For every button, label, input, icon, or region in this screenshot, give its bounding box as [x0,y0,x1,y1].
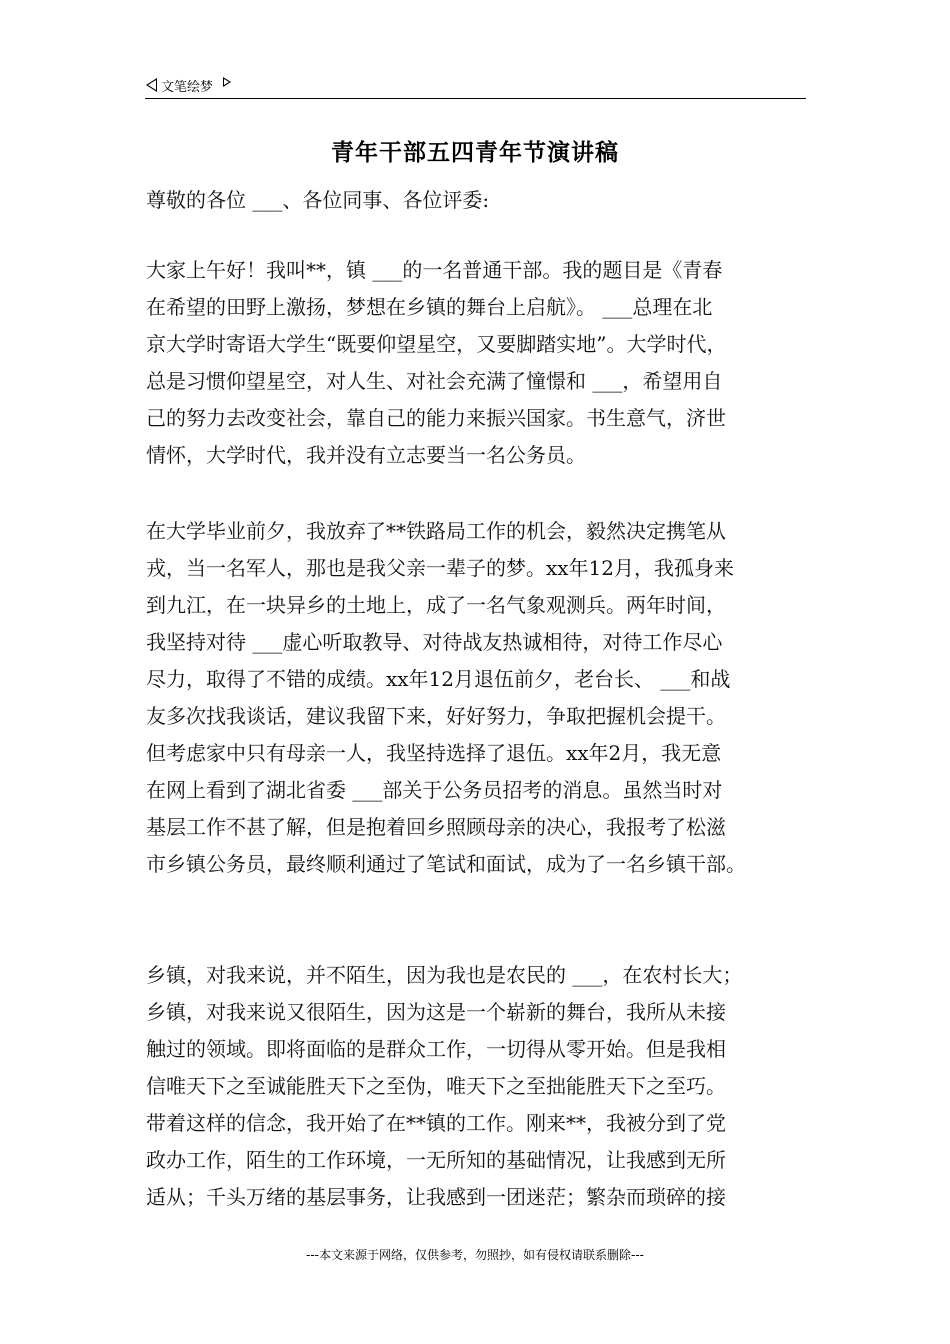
paragraph-line: 京大学时寄语大学生“既要仰望星空，又要脚踏实地”。大学时代， [146,332,727,356]
triangle-right-icon [223,77,231,87]
paragraph-line: 适从；千头万绪的基层事务，让我感到一团迷茫；繁杂而琐碎的接 [146,1185,726,1209]
paragraph-line: 在网上看到了湖北省委 ___部关于公务员招考的消息。虽然当时对 [146,778,723,802]
header-rule [145,98,806,99]
paragraph-line: 市乡镇公务员，最终顺利通过了笔试和面试，成为了一名乡镇干部。 [146,852,746,876]
paragraph-line: 总是习惯仰望星空，对人生、对社会充满了憧憬和 ___，希望用自 [146,369,723,393]
paragraph-line: 基层工作不甚了解，但是抱着回乡照顾母亲的决心，我报考了松滋 [146,815,726,839]
paragraph-line: 情怀，大学时代，我并没有立志要当一名公务员。 [146,443,586,467]
paragraph-line: 但考虑家中只有母亲一人，我坚持选择了退伍。xx年2月，我无意 [146,741,722,765]
triangle-left-icon [146,78,157,92]
paragraph-line: 在大学毕业前夕，我放弃了**铁路局工作的机会，毅然决定携笔从 [146,519,726,543]
paragraph-line: 大家上午好！我叫**，镇 ___的一名普通干部。我的题目是《青春 [146,258,723,282]
paragraph-line: 带着这样的信念，我开始了在**镇的工作。刚来**，我被分到了党 [146,1111,726,1135]
page-header [146,74,231,96]
paragraph-line: 触过的领域。即将面临的是群众工作，一切得从零开始。但是我相 [146,1037,726,1061]
paragraph-line: 乡镇，对我来说又很陌生，因为这是一个崭新的舞台，我所从未接 [146,1000,726,1024]
header-brand: 文笔绘梦 [161,79,214,95]
paragraph-line: 乡镇，对我来说，并不陌生，因为我也是农民的 ___，在农村长大； [146,963,743,987]
paragraph-line: 己的努力去改变社会，靠自己的能力来振兴国家。书生意气，济世 [146,406,726,430]
page-footer-notice: ---本文来源于网络，仅供参考，勿照抄，如有侵权请联系删除--- [306,1248,644,1262]
paragraph-2 [146,513,811,883]
paragraph-line: 到九江，在一块异乡的土地上，成了一名气象观测兵。两年时间， [146,593,726,617]
paragraph-line: 在希望的田野上激扬，梦想在乡镇的舞台上启航》。 ___总理在北 [146,295,713,319]
paragraph-line: 友多次找我谈话，建议我留下来，好好努力，争取把握机会提干。 [146,704,726,728]
paragraph-3 [146,957,811,1216]
salutation-line: 尊敬的各位 ___、各位同事、各位评委: [146,188,490,212]
document-title: 青年干部五四青年节演讲稿 [331,140,619,166]
paragraph-1 [146,252,811,474]
paragraph-line: 尽力，取得了不错的成绩。xx年12月退伍前夕，老台长、 ___和战 [146,667,731,691]
paragraph-line: 戎，当一名军人，那也是我父亲一辈子的梦。xx年12月，我孤身来 [146,556,735,580]
salutation [146,182,811,219]
paragraph-line: 信唯天下之至诚能胜天下之至伪，唯天下之至拙能胜天下之至巧。 [146,1074,726,1098]
paragraph-line: 政办工作，陌生的工作环境，一无所知的基础情况，让我感到无所 [146,1148,726,1172]
paragraph-line: 我坚持对待 ___虚心听取教导、对待战友热诚相待，对待工作尽心 [146,630,723,654]
